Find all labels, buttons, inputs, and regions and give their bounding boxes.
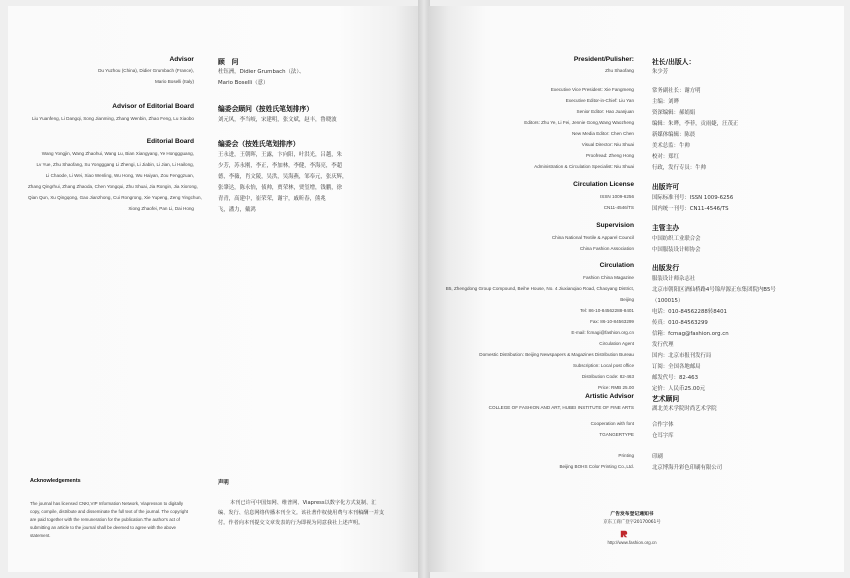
advisor-heading-en: Advisor [169,56,194,63]
cooperation-row-0-en: Cooperation with font [590,421,634,426]
staff-row-3-en: Editors: Zhu Ye, Li Fei, Jennie Gong,Wang Waozheng [524,120,634,125]
cooperation-row-1-en: TGANGERTYPE [599,432,634,437]
supervision-heading-en: Supervision [596,222,634,229]
staff-row-6-en: Proofread: Zheng Hong [585,153,634,158]
ad-notice-number: 京东工商广登字20170061号 [603,520,661,525]
supervision-heading-cn: 主管主办 [652,224,680,232]
president-heading-en: President/Pulisher: [573,56,634,63]
staff-row-0-en: Executive Vice President: Xie Fangmeng [550,87,634,92]
circulation-row-5-en: E-mail: fcmagi@fashion.org.cn [571,330,634,335]
circulation-row-2-cn: （100015） [652,298,684,304]
supervision-row-0-cn: 中国纺织工业联合会 [652,236,701,242]
advisor-editorial-names-en: Liu Yuanfeng, Li Dangqi, Song Jianming, Zhang Wenbin, Zhao Feng, Lu Xiaobo [31,116,194,121]
circulation-row-9-cn: 邮发代号：82-463 [652,375,699,381]
staff-row-5-en: Visual Director: Niu Shuai [581,142,634,147]
artistic-heading-cn: 艺术顾问 [652,395,680,403]
circulation-row-6-en: Circulation Agent [599,341,634,346]
editorial-board-names-en-3: Li Chaode, Li Wei, Xiao Wenling, Wu Hong, Wu Haiyan, Zou Fenggzuan, [45,173,194,178]
cooperation-row-0-cn: 合作字体 [652,422,674,428]
circulation-row-2-en: Beijing [620,297,634,302]
license-row-0-en: ISSN 1009-6256 [600,194,634,199]
advisor-names-en-2: Mario Boselli (Italy) [154,79,194,84]
editorial-board-names-cn-6: 飞，潘力，戴鸿 [218,207,256,213]
circulation-row-0-en: Fashion China Magazine [583,275,634,280]
staff-row-2-en: Senior Editor: Hao Juanjuan [576,109,634,114]
circulation-row-0-cn: 服装设计师杂志社 [652,276,696,282]
cooperation-row-1-cn: 仓耳字库 [652,433,674,439]
editorial-board-names-en-6: Xiong Zhaofei, Pan Li, Dai Hong [128,206,194,211]
president-heading-cn: 社长/出版人： [652,58,696,66]
editorial-board-names-cn-1: 王永进，王朝晖，王露，卞向阳，叶洪光，吕越，朱 [218,152,342,158]
editorial-board-names-cn-4: 张肇达，陈永怡，侦帅，贾荣林，贾玺增，钱鹏，徐 [218,185,342,191]
president-name-cn: 朱少芳 [652,69,669,75]
ad-notice-title: 广告发布登记通知书 [610,512,654,517]
printing-row-0-cn: 印刷 [652,454,663,460]
acknowledgements-text-cn: 本刊已许可中国知网、维普网、Viapress以数字化方式复制、汇编、发行、信息网络传播本刊全文。该社著作权使用费与本刊稿酬一并支付。作者向本刊提交文章发表的行为即视为同意我社上述声明。 [218,500,385,526]
license-row-0-cn: 国际标准刊号：ISSN 1009-6256 [652,195,734,201]
acknowledgements-heading-en: Acknowledgements [30,478,81,484]
staff-row-1-cn: 主编：刘晔 [652,99,679,105]
circulation-row-3-cn: 电话：010-84562288转8401 [652,309,727,315]
advisor-names-cn-2: Mario Boselli（意） [218,80,269,86]
advisor-editorial-heading-en: Advisor of Editorial Board [112,103,194,110]
advisor-names-cn-1: 杜钰洲，Didier Grumbach（法）、 [218,69,305,75]
circulation-heading-en: Circulation [599,262,634,269]
staff-row-7-en: Administration & Circulation Specialist: Niu Shuai [534,164,634,169]
staff-row-7-cn: 行政，发行专员：牛帅 [652,165,706,171]
license-heading-cn: 出版许可 [652,183,680,191]
license-heading-en: Circulation License [573,181,634,188]
circulation-heading-cn: 出版发行 [652,264,680,272]
right-page [428,6,844,572]
staff-row-0-cn: 常务副社长：谢方明 [652,88,701,94]
editorial-board-heading-cn: 编委会（按姓氏笔划排序） [218,140,300,148]
printing-row-1-en: Beijing BOHS Color Printing Co.,Ltd. [559,464,634,469]
editorial-board-heading-en: Editorial Board [146,138,194,145]
advisor-editorial-names-cn: 刘元风，李当岐，宋建明，张文斌，赵丰，鲁晓波 [218,117,337,123]
supervision-row-1-cn: 中国服装设计师协会 [652,247,701,253]
circulation-row-10-en: Price: RMB 25.00 [598,385,634,390]
staff-row-3-cn: 编辑：朱晔，李菲，贡雨婕，汪茂正 [652,121,739,127]
circulation-row-10-cn: 定价：人民币25.00元 [652,386,706,392]
printing-row-1-cn: 北京博海升彩色印刷有限公司 [652,465,723,471]
circulation-row-6-cn: 发行代理 [652,342,674,348]
circulation-row-7-cn: 国内：北京市报刊发行局 [652,353,712,359]
footer-url[interactable]: http://www.fashion.org.cn [607,540,657,545]
publisher-logo-icon [620,530,628,538]
president-name-en: Zhu Shaofang [605,68,634,73]
circulation-row-4-cn: 传真：010-84563299 [652,320,708,326]
editorial-board-names-en-4: Zhang Qingrhui, Zhang Zhaoda, Chen Yongqui, Zhu Shuai, Jia Rongin, Jia Xiorong, [28,184,198,189]
editorial-board-names-en-5: Qian Qun, Xu Qingqong, Gao Jianzhong, Cui Rongrong, Xie Yupeng, Zeng Yingchun, [28,195,202,200]
circulation-row-7-en: Domestic Distribution: Beijing Newspapers & Magazines Distribution Bureau [479,352,634,357]
circulation-row-8-cn: 订阅：全国各地邮局 [652,364,701,370]
license-row-1-en: CN11-4546/TS [603,205,634,210]
editorial-board-names-en-2: Lv Yue, Zhu Shaofang, Su Yongggang Li Zhengi, Li Jiabin, Li Jian, Li Hailong, [36,162,194,167]
staff-row-4-cn: 新媒体编辑：陈晨 [652,132,696,138]
circulation-row-1-cn: 北京市朝阳区酒仙桥路4号锦岸源正东集团院内B5号 [652,287,776,293]
advisor-names-en-1: Du Yuzhou (China), Didier Grumbach (France), [98,68,194,73]
staff-row-2-cn: 资深编辑：郝娟娟 [652,110,696,116]
circulation-row-5-cn: 信箱：fcmag@fashion.org.cn [652,331,729,337]
supervision-row-0-en: China National Textile & Apparel Council [551,235,634,240]
license-row-1-cn: 国内统一刊号：CN11-4546/TS [652,206,729,212]
advisor-editorial-heading-cn: 编委会顾问（按姓氏笔划排序） [218,105,314,113]
supervision-row-1-en: China Fashion Association [579,246,634,251]
editorial-board-names-cn-2: 少芳，苏永刚，李正，李加林，李健，李海亮，李超 [218,163,342,169]
acknowledgements-text-en: The journal has licensed CNKI,VIP Information Network, Viapresson to digitally copy, compile, distribute and disseminate the full text of the journal. The copyright are paid together with the remuneration for the publication.The author's act of submitting an article to the journal shall be deemed to agree with the above statement. [30,501,188,538]
left-page [8,6,420,572]
staff-row-1-en: Executive Editor-in-Chief: Liu Yan [565,98,634,103]
acknowledgements-heading-cn: 声明 [218,480,229,486]
circulation-row-9-en: Distribution Code: 82-463 [581,374,634,379]
staff-row-6-cn: 校对：郑红 [652,154,679,160]
circulation-row-8-en: Subscription: Local post office [573,363,634,368]
printing-row-0-en: Printing [618,453,634,458]
staff-row-4-en: New Media Editor: Chen Chen [571,131,634,136]
editorial-board-names-en-1: Wang Yongjin, Wang Zhaohui, Wang Lu, Bian Xiangyang, Ye Honggguang, [41,151,194,156]
advisor-heading-cn: 顾 问 [218,58,239,66]
circulation-row-4-en: Fax: 86-10-84563299 [590,319,634,324]
staff-row-5-cn: 美术总监：牛帅 [652,143,690,149]
circulation-row-1-en: B5, Zhengdong Group Compound, Beihe House, No. 4 Jiuxianqiao Road, Chaoyang District, [445,286,634,291]
circulation-row-3-en: Tel: 86-10-84562288-8401 [580,308,634,313]
editorial-board-names-cn-5: 青青，高建中，崔荣荣，谢宇，戚昕春，熊兆 [218,196,326,202]
artistic-row-0-en: COLLEGE OF FASHION AND ART, HUBEI INSTITUTE OF FINE ARTS [488,405,634,410]
artistic-row-0-cn: 湖北美术学院时尚艺术学院 [652,406,717,412]
artistic-heading-en: Artistic Advisor [585,393,634,400]
editorial-board-names-cn-3: 德，李薇，肖文陵，吴洪，吴海燕，邹奉元，张庆辉， [218,174,348,180]
